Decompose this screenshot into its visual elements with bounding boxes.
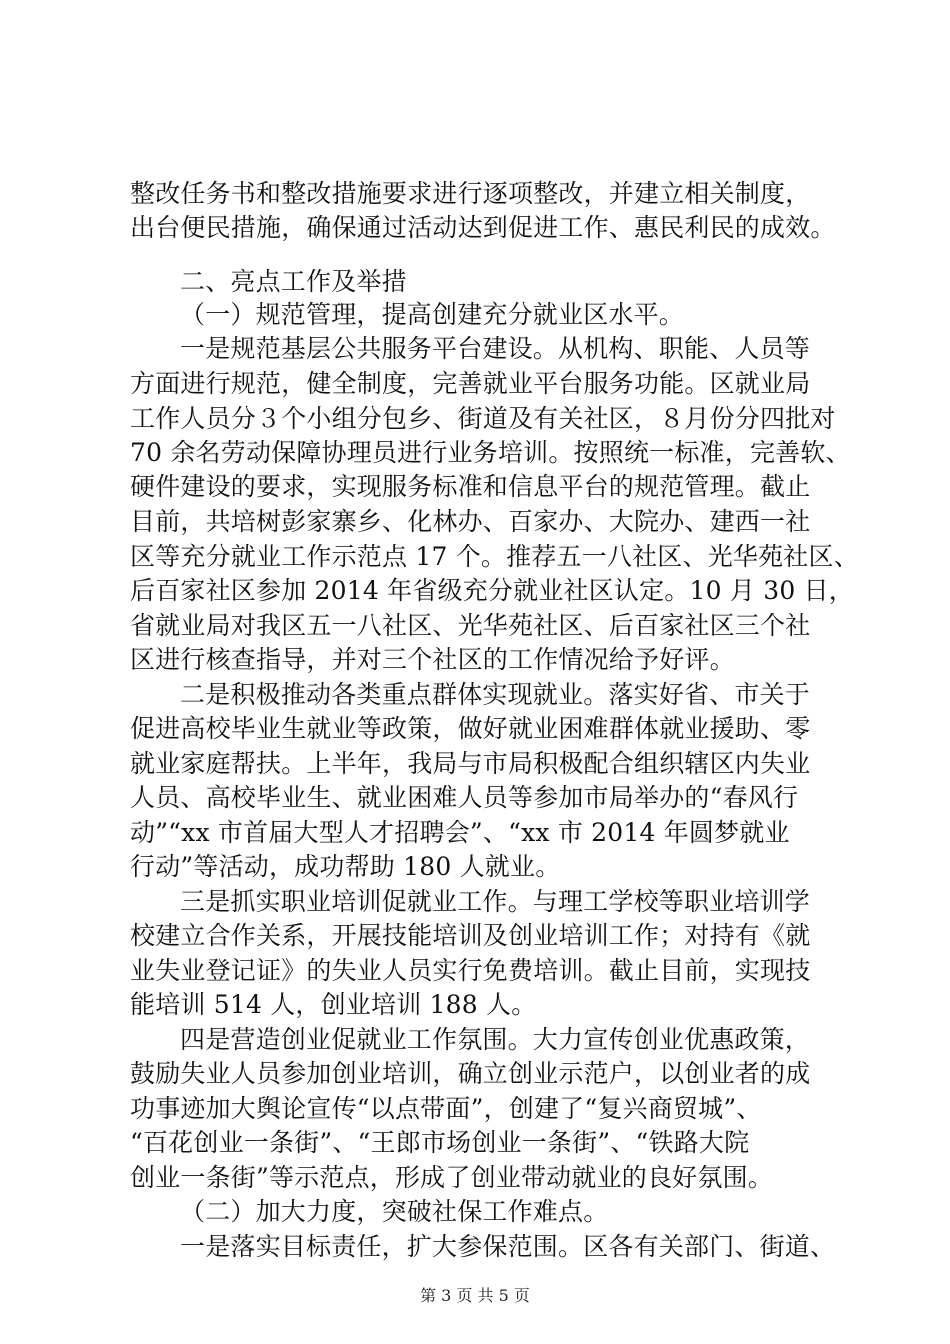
paragraph-line: 就业家庭帮扶。上半年，我局与市局积极配合组织辖区内失业 bbox=[130, 749, 811, 778]
paragraph-line: 三是抓实职业培训促就业工作。与理工学校等职业培训学 bbox=[180, 887, 811, 916]
paragraph-line: 区等充分就业工作示范点 17 个。推荐五一八社区、光华苑社区、 bbox=[130, 542, 859, 571]
paragraph-line: 功事迹加大舆论宣传“以点带面”，创建了“复兴商贸城”、 bbox=[130, 1094, 762, 1123]
paragraph-line: 出台便民措施，确保通过活动达到促进工作、惠民利民的成效。 bbox=[130, 213, 836, 242]
subsection-heading: （二）加大力度，突破社保工作难点。 bbox=[180, 1197, 609, 1226]
paragraph-line: 一是规范基层公共服务平台建设。从机构、职能、人员等 bbox=[180, 334, 811, 363]
paragraph-line: 区进行核查指导，并对三个社区的工作情况给予好评。 bbox=[130, 645, 735, 674]
paragraph-line: 工作人员分３个小组分包乡、街道及有关社区，８月份分四批对 bbox=[130, 404, 836, 433]
paragraph-line: 动”“xx 市首届大型人才招聘会”、“xx 市 2014 年圆梦就业 bbox=[130, 818, 790, 847]
paragraph-line: 70 余名劳动保障协理员进行业务培训。按照统一标准，完善软、 bbox=[130, 438, 851, 467]
paragraph-line: 创业一条街”等示范点，形成了创业带动就业的良好氛围。 bbox=[130, 1163, 773, 1192]
paragraph-line: 方面进行规范，健全制度，完善就业平台服务功能。区就业局 bbox=[130, 369, 811, 398]
paragraph-line: 一是落实目标责任，扩大参保范围。区各有关部门、街道、 bbox=[180, 1232, 836, 1261]
paragraph-line: 业失业登记证》的失业人员实行免费培训。截止目前，实现技 bbox=[130, 956, 811, 985]
paragraph-line: 鼓励失业人员参加创业培训，确立创业示范户，以创业者的成 bbox=[130, 1059, 811, 1088]
paragraph-line: 省就业局对我区五一八社区、光华苑社区、后百家社区三个社 bbox=[130, 611, 811, 640]
paragraph-line: 行动”等活动，成功帮助 180 人就业。 bbox=[130, 852, 561, 881]
paragraph-line: 校建立合作关系，开展技能培训及创业培训工作；对持有《就 bbox=[130, 921, 811, 950]
paragraph-line: 四是营造创业促就业工作氛围。大力宣传创业优惠政策， bbox=[180, 1025, 811, 1054]
paragraph-line: 后百家社区参加 2014 年省级充分就业社区认定。10 月 30 日， bbox=[130, 576, 854, 605]
paragraph-line: 促进高校毕业生就业等政策，做好就业困难群体就业援助、零 bbox=[130, 714, 811, 743]
paragraph-line: 能培训 514 人，创业培训 188 人。 bbox=[130, 990, 537, 1019]
subsection-heading: （一）规范管理，提高创建充分就业区水平。 bbox=[180, 300, 685, 329]
paragraph-line: 二是积极推动各类重点群体实现就业。落实好省、市关于 bbox=[180, 680, 811, 709]
section-heading: 二、亮点工作及举措 bbox=[180, 267, 407, 296]
page-number-footer: 第 3 页 共 5 页 bbox=[420, 1286, 530, 1305]
paragraph-line: 目前，共培树彭家寨乡、化林办、百家办、大院办、建西一社 bbox=[130, 507, 811, 536]
paragraph-line: 人员、高校毕业生、就业困难人员等参加市局举办的“春风行 bbox=[130, 783, 799, 812]
paragraph-line: 整改任务书和整改措施要求进行逐项整改，并建立相关制度， bbox=[130, 179, 811, 208]
paragraph-line: “百花创业一条街”、“王郎市场创业一条街”、“铁路大院 bbox=[130, 1128, 750, 1157]
paragraph-line: 硬件建设的要求，实现服务标准和信息平台的规范管理。截止 bbox=[130, 472, 811, 501]
